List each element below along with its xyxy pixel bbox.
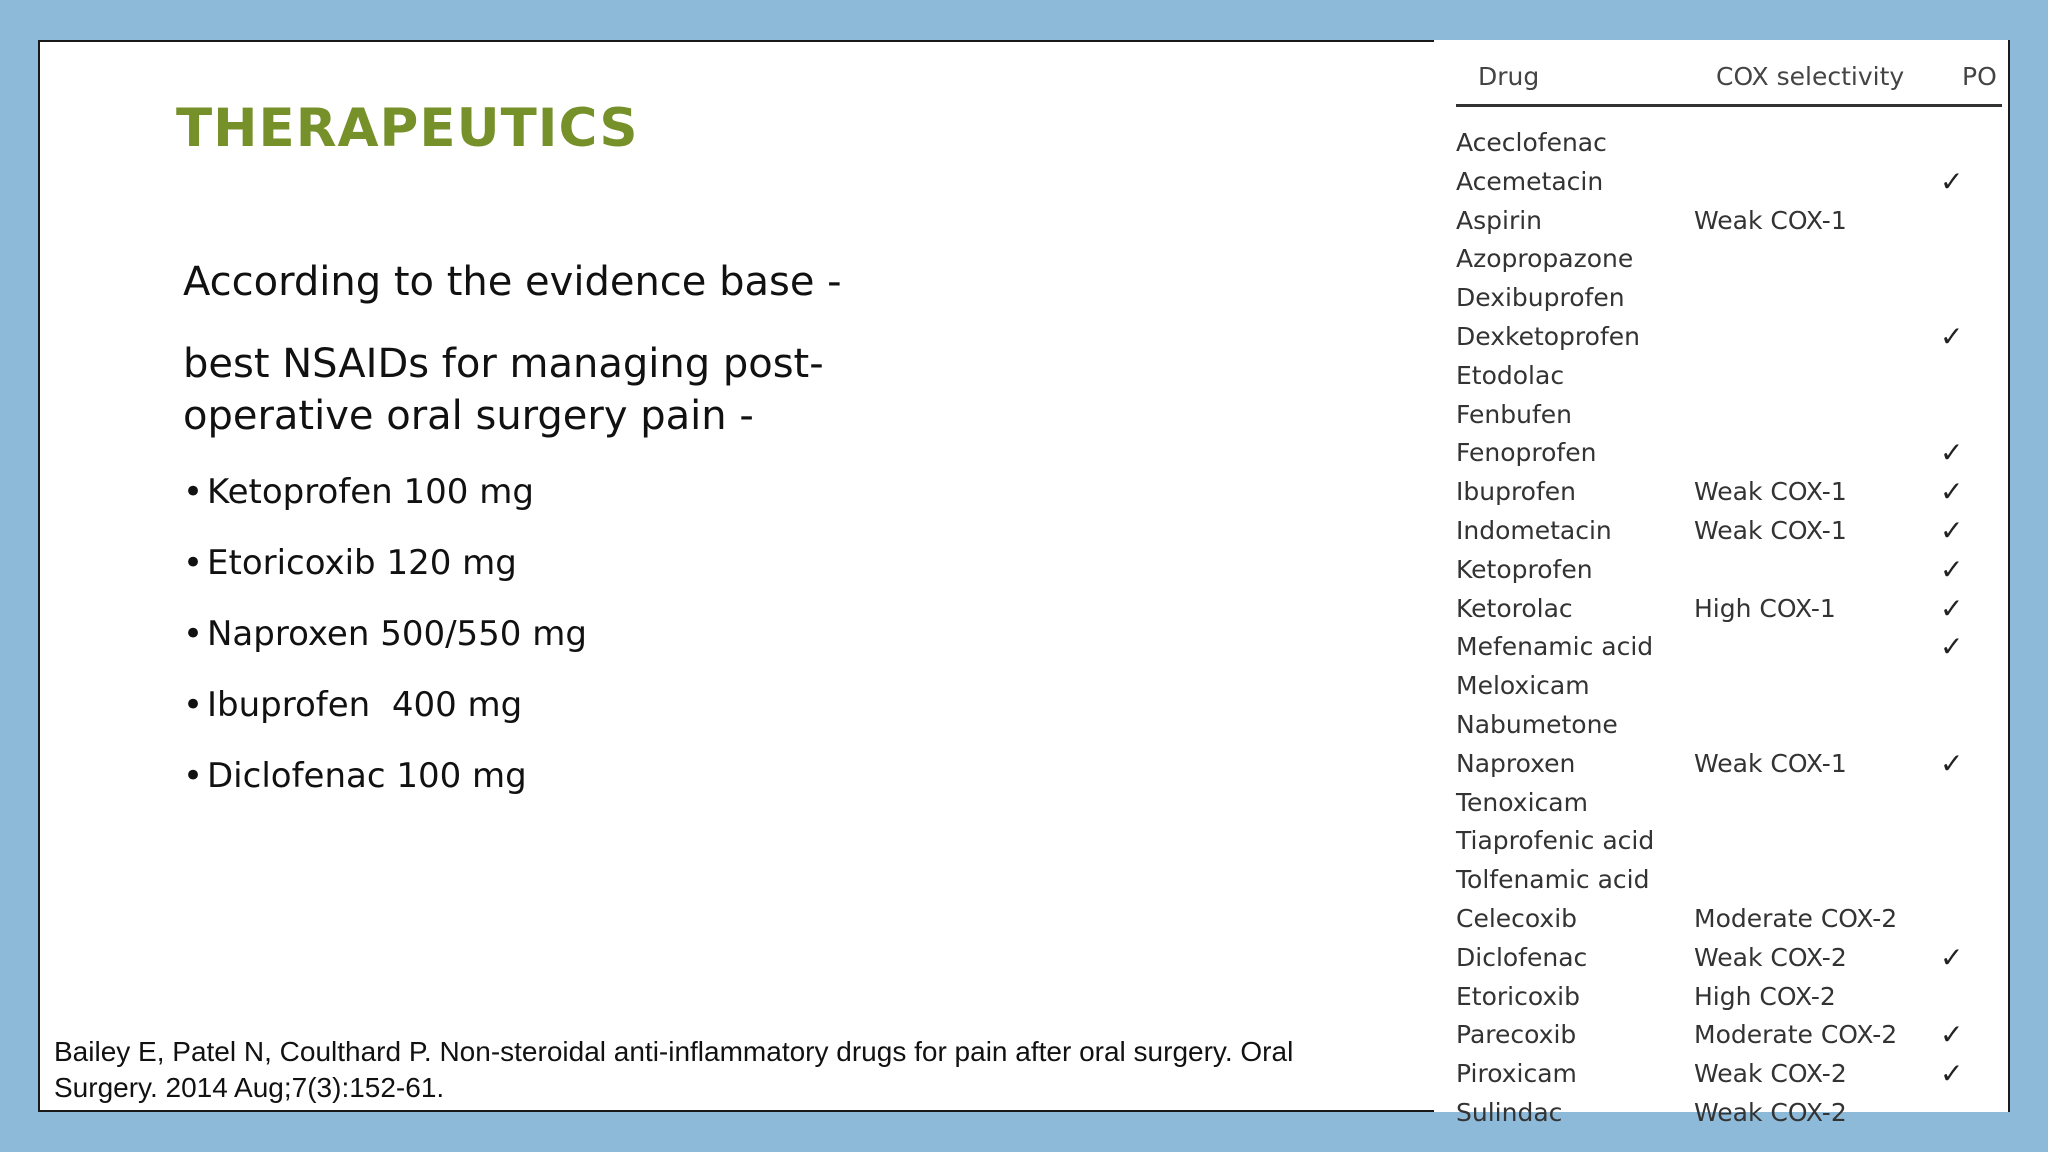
table-row [1434, 124, 2008, 163]
table-row [1434, 745, 2008, 784]
drug-cell: Aceclofenac [1456, 128, 1607, 157]
table-row [1434, 900, 2008, 939]
bullet-dot-icon: • [183, 756, 204, 796]
bullet-item [183, 750, 587, 821]
drug-cell: Fenoprofen [1456, 438, 1597, 468]
table-row [1434, 706, 2008, 745]
drug-cell: Acemetacin [1456, 166, 1604, 196]
po-check-cell: ✓ [1940, 591, 1964, 625]
cox-cell: Weak COX-2 [1694, 1059, 1847, 1089]
drug-cell: Azopropazone [1456, 244, 1634, 274]
table-row [1434, 357, 2008, 396]
table-row [1434, 861, 2008, 900]
drug-cell: Sulindac [1456, 1097, 1563, 1127]
cox-cell: High COX-2 [1694, 981, 1836, 1011]
drug-cell: Diclofenac [1456, 942, 1588, 972]
po-check-cell: ✓ [1940, 1018, 1964, 1052]
bullet-dot-icon: • [183, 543, 204, 583]
table-row [1434, 939, 2008, 978]
bullet-dot-icon: • [183, 685, 204, 725]
drug-cell: Ketorolac [1456, 593, 1573, 623]
table-row [1434, 396, 2008, 435]
drug-cell: Aspirin [1456, 205, 1543, 235]
cox-cell: Weak COX-2 [1694, 1097, 1847, 1127]
drug-cell: Parecoxib [1456, 1020, 1577, 1050]
drug-cell: Piroxicam [1456, 1059, 1577, 1089]
drug-cell: Meloxicam [1456, 671, 1590, 701]
table-row [1434, 784, 2008, 823]
table-row [1434, 1055, 2008, 1094]
table-row [1434, 1016, 2008, 1055]
table-row [1434, 590, 2008, 629]
po-check-cell: ✓ [1940, 436, 1964, 470]
po-check-cell: ✓ [1940, 513, 1964, 547]
po-check-cell: ✓ [1940, 746, 1964, 780]
bullet-dot-icon: • [183, 614, 204, 654]
bullet-text: Etoricoxib 120 mg [207, 543, 517, 583]
table-row [1434, 318, 2008, 357]
po-check-cell: ✓ [1940, 475, 1964, 509]
header-cox-selectivity: COX selectivity [1716, 62, 1905, 91]
cox-cell: Weak COX-1 [1694, 205, 1847, 235]
drug-cell: Etoricoxib [1456, 981, 1580, 1011]
table-header [1456, 50, 2002, 107]
drug-cell: Ibuprofen [1456, 477, 1577, 507]
header-drug: Drug [1478, 62, 1540, 91]
table-row [1434, 551, 2008, 590]
cox-cell: Weak COX-2 [1694, 942, 1847, 972]
drug-cell: Dexketoprofen [1456, 321, 1640, 351]
slide-title: THERAPEUTICS [176, 98, 639, 159]
table-row [1434, 473, 2008, 512]
bullet-text: Diclofenac 100 mg [207, 756, 527, 796]
table-body [1434, 124, 2008, 1133]
table-row [1434, 978, 2008, 1017]
bullet-text: Naproxen 500/550 mg [207, 614, 587, 654]
cox-cell: Weak COX-1 [1694, 748, 1847, 778]
po-check-cell: ✓ [1940, 630, 1964, 664]
table-row [1434, 822, 2008, 861]
table-row [1434, 240, 2008, 279]
bullet-text: Ibuprofen 400 mg [207, 685, 523, 725]
drug-cell: Tiaprofenic acid [1456, 826, 1655, 856]
table-row [1434, 202, 2008, 241]
bullet-item [183, 537, 587, 608]
po-check-cell: ✓ [1940, 164, 1964, 198]
reference-citation: Bailey E, Patel N, Coulthard P. Non-steroidal anti-inflammatory drugs for pain after oral surgery. Oral Surgery. 2014 Aug;7(3):152-61. [54, 1036, 1294, 1103]
drug-cell: Indometacin [1456, 515, 1612, 545]
drug-cell: Naproxen [1456, 748, 1576, 778]
drug-cell: Tenoxicam [1456, 787, 1588, 817]
bullet-item [183, 608, 587, 679]
cox-cell: Weak COX-1 [1694, 477, 1847, 507]
cox-cell: Weak COX-1 [1694, 515, 1847, 545]
drug-cell: Mefenamic acid [1456, 632, 1654, 662]
bullet-item [183, 466, 587, 537]
cox-cell: Moderate COX-2 [1694, 1020, 1898, 1050]
table-row [1434, 628, 2008, 667]
table-row [1434, 512, 2008, 551]
po-check-cell: ✓ [1940, 940, 1964, 974]
table-row [1434, 667, 2008, 706]
drug-cell: Celecoxib [1456, 903, 1578, 933]
bullet-text: Ketoprofen 100 mg [207, 472, 534, 512]
drug-cell: Dexibuprofen [1456, 283, 1625, 313]
nsaid-table [1434, 40, 2008, 1127]
bullet-dot-icon: • [183, 472, 204, 512]
drug-cell: Ketoprofen [1456, 554, 1593, 584]
lead-text: According to the evidence base - [183, 259, 842, 305]
bullet-list [183, 466, 587, 821]
drug-cell: Etodolac [1456, 360, 1565, 390]
po-check-cell: ✓ [1940, 552, 1964, 586]
table-row [1434, 163, 2008, 202]
cox-cell: Moderate COX-2 [1694, 903, 1898, 933]
lead-subtext: best NSAIDs for managing post-operative oral surgery pain - [183, 341, 824, 439]
table-row [1434, 279, 2008, 318]
drug-cell: Fenbufen [1456, 399, 1572, 429]
drug-cell: Tolfenamic acid [1456, 865, 1650, 895]
cox-cell: High COX-1 [1694, 593, 1836, 623]
table-row [1434, 434, 2008, 473]
header-po: PO [1962, 62, 1997, 91]
po-check-cell: ✓ [1940, 1057, 1964, 1091]
po-check-cell: ✓ [1940, 319, 1964, 353]
bullet-item [183, 679, 587, 750]
drug-cell: Nabumetone [1456, 709, 1618, 739]
table-row [1434, 1094, 2008, 1133]
